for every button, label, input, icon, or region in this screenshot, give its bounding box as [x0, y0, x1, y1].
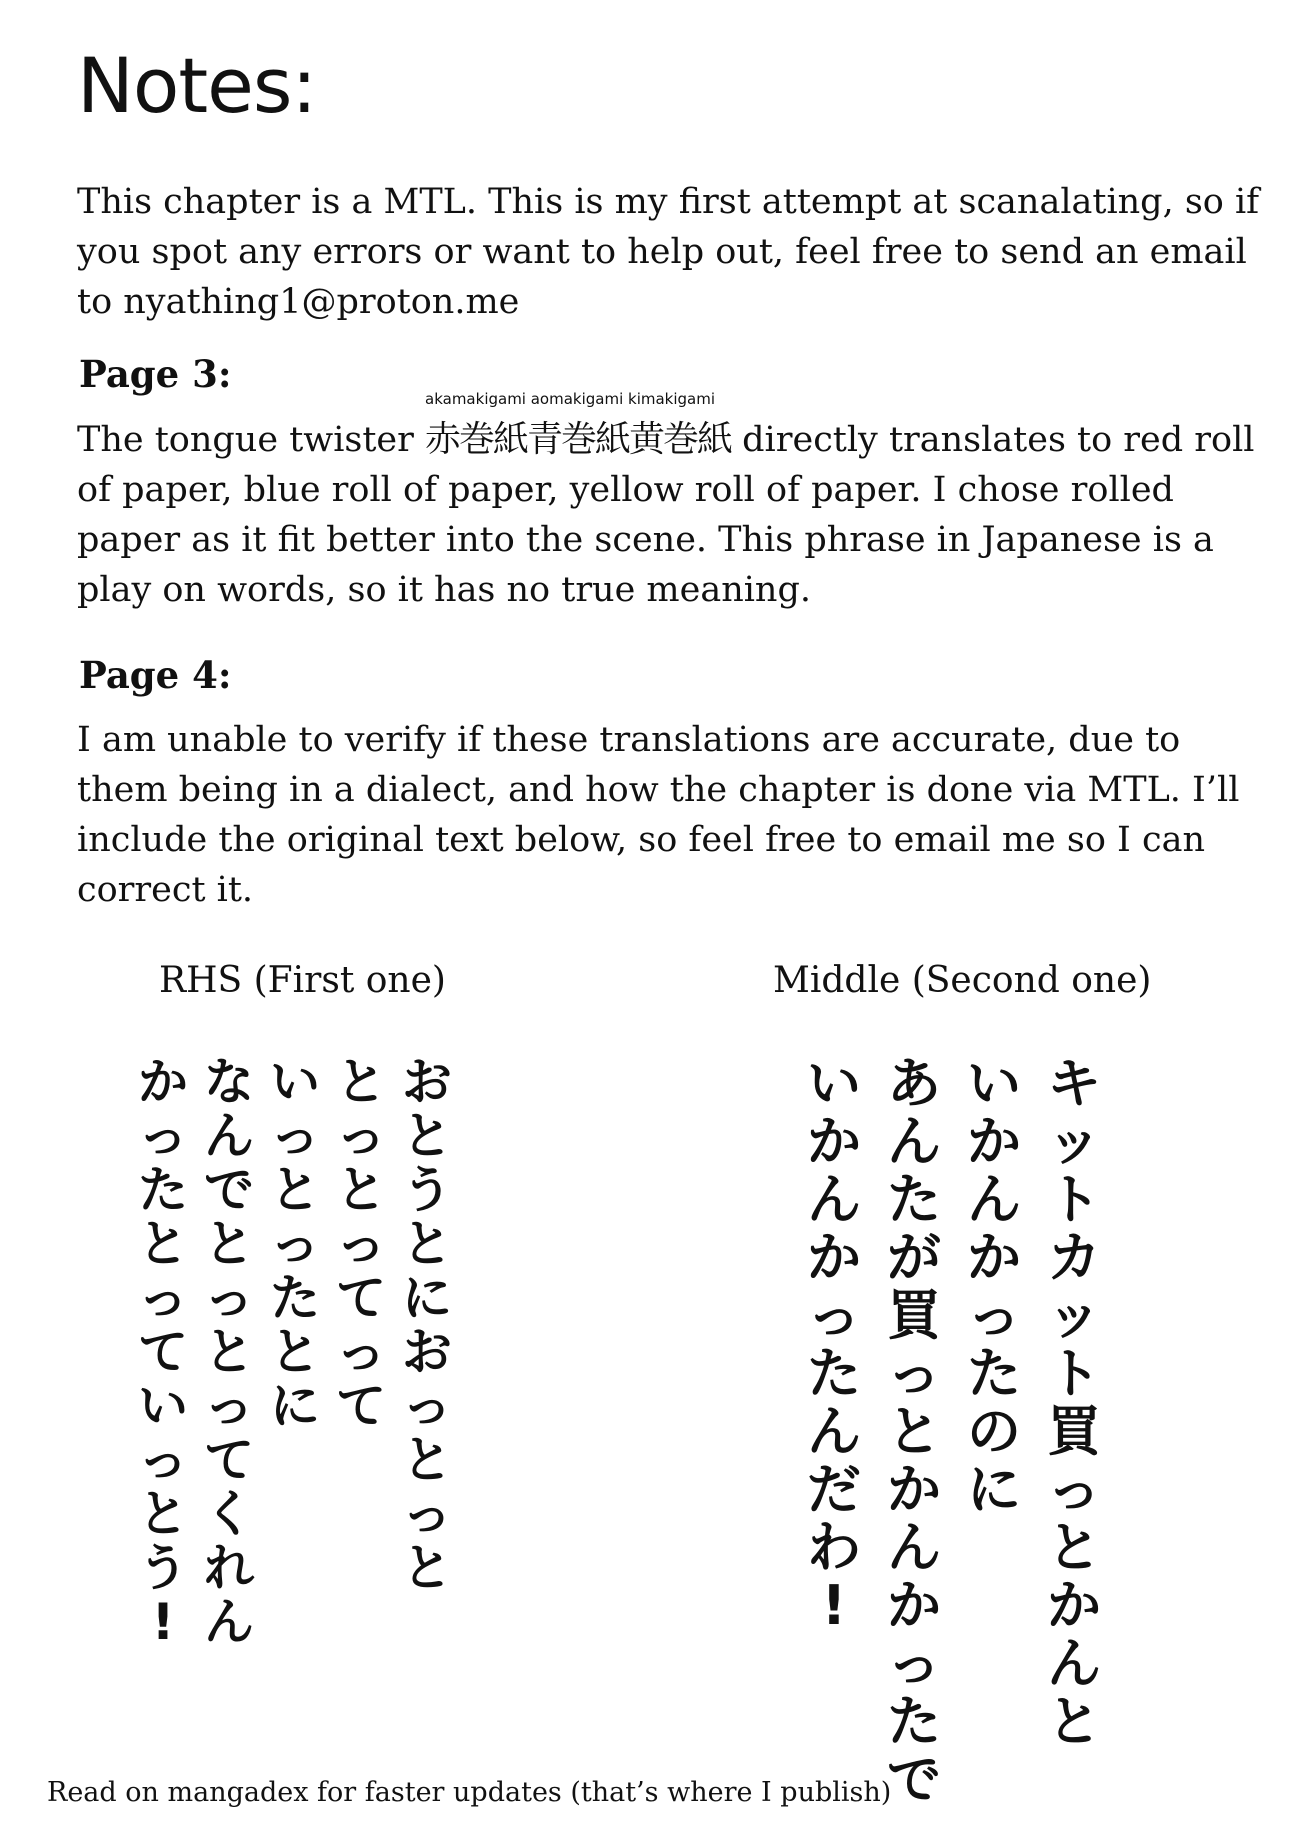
tongue-twister-kanji: 赤巻紙青巻紙黄巻紙	[425, 419, 732, 460]
footer-note: Read on mangadex for faster updates (that’s where I publish)	[47, 1777, 892, 1808]
tongue-twister-reading: akamakigami aomakigami kimakigami	[425, 390, 716, 408]
rhs-japanese-line: な ん で と っ と っ て く れ ん	[204, 1053, 254, 1651]
rhs-japanese-text	[126, 1055, 456, 1649]
middle-japanese-line: あ ん た が 買 っ と か ん か っ た で	[887, 1052, 941, 1811]
page-title: Notes:	[77, 41, 317, 130]
middle-japanese-line: い か ん か っ た の に	[967, 1052, 1021, 1521]
page-3-text-after: directly translates to red roll of paper, blue roll of paper, yellow roll of paper. I chose rolled paper as it fit better into the scene. This phrase in Japanese is a play on words, so it has no true meaning.	[77, 420, 1255, 610]
page-3-text-before: The tongue twister	[77, 420, 426, 460]
page-3-paragraph	[77, 390, 1267, 615]
middle-label: Middle (Second one)	[773, 960, 1152, 1001]
middle-japanese-text	[790, 1052, 1110, 1811]
rhs-japanese-line: か っ た と っ て い っ と う !	[138, 1053, 188, 1651]
page-3-heading: Page 3:	[79, 352, 232, 396]
page-4-heading: Page 4:	[79, 653, 232, 697]
rhs-japanese-line: お と う と に お っ と っ と	[402, 1053, 452, 1597]
middle-japanese-line: い か ん か っ た ん だ わ !	[807, 1052, 861, 1637]
tongue-twister-phrase	[425, 390, 732, 465]
page-4-paragraph: I am unable to verify if these translations are accurate, due to them being in a dialect, and how the chapter is done via MTL. I’ll include the original text below, so feel free to email me so I can correct it.	[77, 720, 1240, 910]
middle-japanese-line: キ ッ ト カ ッ ト 買 っ と か ん と	[1047, 1052, 1101, 1753]
rhs-label: RHS (First one)	[159, 960, 446, 1001]
rhs-japanese-line: と っ と っ て っ て	[336, 1053, 386, 1435]
intro-paragraph: This chapter is a MTL. This is my first attempt at scanalating, so if you spot any errors or want to help out, feel free to send an email to nyathing1@proton.me	[77, 182, 1260, 322]
rhs-japanese-line: い っ と っ た と に	[270, 1053, 320, 1435]
